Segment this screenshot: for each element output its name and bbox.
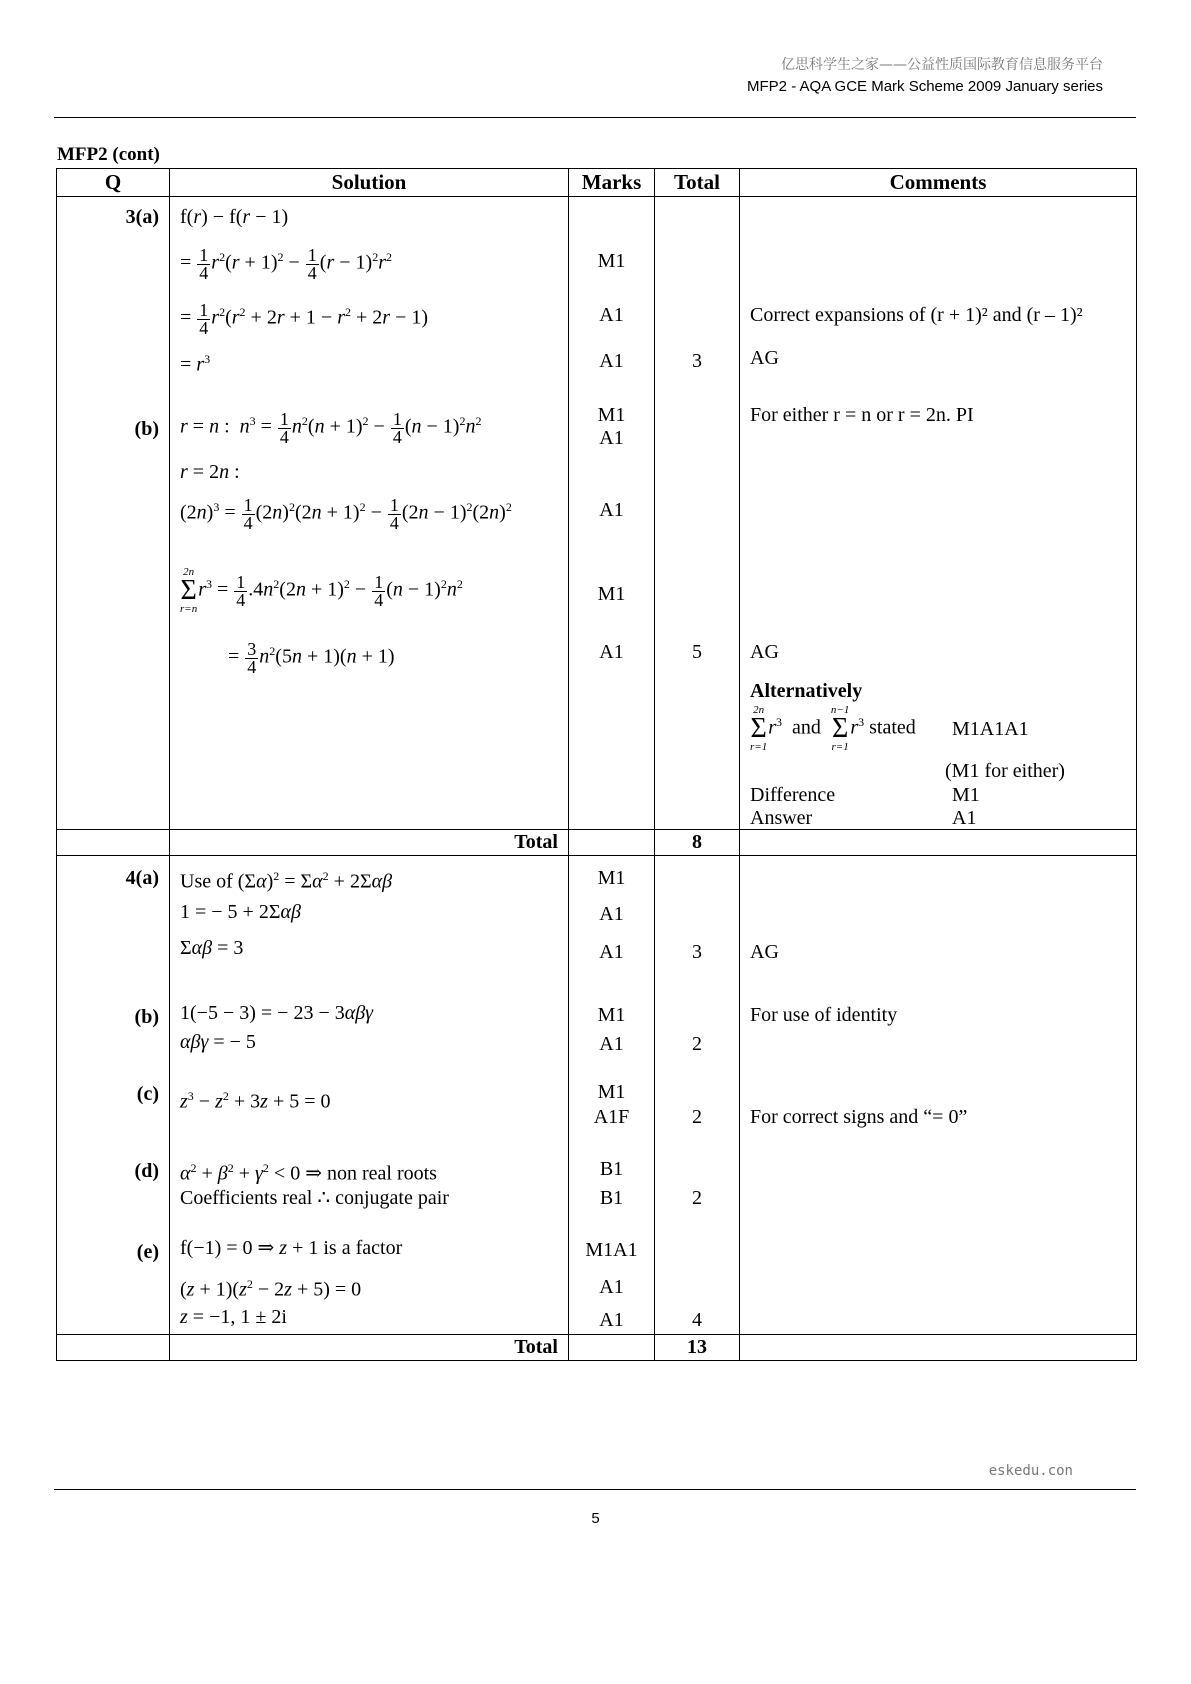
q4-factor: is a factor [323,1237,403,1259]
q4c-total: 2 [692,1106,702,1128]
q4-mark-7: A1F [593,1106,630,1128]
q4b-step-1: 1(−5 − 3) = − 23 − 3αβγ [180,1002,374,1024]
q3-total-value: 8 [655,830,740,856]
col-header-total: Total [655,169,740,197]
q4-mark-10: M1A1 [585,1239,638,1261]
table-row-q4 [57,856,1137,1335]
q4-comment-ag: AG [750,941,779,963]
page-number: 5 [591,1510,600,1527]
q3-mark-8: A1 [599,641,624,663]
q4-comment-identity: For use of identity [750,1004,898,1026]
q4-mark-4: M1 [597,1004,626,1026]
table-row-q3 [57,197,1137,830]
q4-nonreal: non real roots [326,1162,437,1185]
q3a-step-4: = $r^3$ [180,352,211,376]
q4-mark-6: M1 [597,1081,626,1103]
q4-mark-12: A1 [599,1309,624,1331]
col-header-solution: Solution [170,169,569,197]
q3b-step-3: $(2n)^3$ = $\frac{1}{4}$ $(2n)^2(2n + 1)^2$ − $\frac{1}{4}$ $(2n - 1)^2(2n)^2$ [180,494,512,533]
q4-mark-8: B1 [599,1158,624,1180]
q3-comment-ag1: AG [750,347,779,369]
footer-logo: eskedu.con [988,1463,1073,1479]
q3-diff-mark: M1 [952,784,980,806]
q4a-label: 4(a) [125,867,159,889]
q4-total-row [57,1335,1137,1361]
table-header-row [57,169,1137,197]
q4a-total: 3 [692,941,702,963]
q4e-step-2: $(z + 1)(z^2 - 2z + 5) = 0$ [180,1277,362,1301]
q3-mark-3: A1 [599,350,624,372]
header-rule [54,117,1136,118]
q4c-label: (c) [136,1083,159,1105]
q4e-step-1: f(−1) = 0 ⇒ z + 1 is a factor [180,1237,403,1259]
section-title: MFP2 (cont) [57,144,160,165]
q4-total-label: Total [170,1335,569,1361]
q3-alt-title: Alternatively [750,680,863,702]
q3b-step-4: 2n Σ $r=nr^3$ = $\frac{1}{4}$ $.4n^2(2n + 1)^2$ − $\frac{1}{4}$ $(n - 1)^2n^2$ [180,566,463,615]
q3-mark-4: M1 [597,404,626,426]
q3a-label: 3(a) [125,206,159,228]
q3-total-label: Total [170,830,569,856]
q3-alt-either: (M1 for either) [945,760,1065,782]
q3-alt-and: and [792,716,821,739]
q3a-total: 3 [692,350,702,372]
q3b-label: (b) [134,418,159,440]
q3-answer-label: Answer [750,807,813,829]
q3a-step-2: = $\frac{1}{4}$ $r^2(r + 1)^2$ − $\frac{1}{4}$ $(r - 1)^2r^2$ [180,244,392,283]
q3b-step-5: = $\frac{3}{4}$ $n^2(5n + 1)(n + 1)$ [228,638,395,677]
q3-alt-marks: M1A1A1 [952,718,1029,740]
q4a-step-1: Use of $(\Sigma\alpha)^2 = \Sigma\alpha^2 + 2\Sigma\alpha\beta$ [180,869,393,893]
q4-comment-signs: For correct signs and “= 0” [750,1106,968,1128]
q4-mark-2: A1 [599,903,624,925]
q3-diff-label: Difference [750,784,836,806]
q3-alt-sums: 2n Σ $r=1r^3$ and n−1 Σ $r=1r^3$ stated [750,704,916,753]
q4-total-value: 13 [655,1335,740,1361]
q3-mark-2: A1 [599,304,624,326]
q4e-total: 4 [692,1309,702,1331]
q3a-step-3: = $\frac{1}{4}$ $r^2(r^2 + 2r + 1 - r^2 + 2r - 1)$ [180,299,429,338]
q3-answer-mark: A1 [952,807,977,829]
q4-mark-5: A1 [599,1033,624,1055]
q4d-total: 2 [692,1187,702,1209]
q4-mark-11: A1 [599,1276,624,1298]
q4b-label: (b) [134,1006,159,1028]
q3b-step-1: r = n : $n^3$ = $\frac{1}{4}$ $n^2(n + 1)^2$ − $\frac{1}{4}$ $(n - 1)^2n^2$ [180,408,482,447]
q3-mark-6: A1 [599,499,624,521]
q4-mark-9: B1 [599,1187,624,1209]
q4e-step-3: z = −1, 1 ± 2i [180,1306,287,1328]
q3a-step-1: f(r) − f(r − 1) [180,206,289,228]
mark-scheme-table [56,168,1137,1361]
q3-total-row [57,830,1137,856]
q3-alt-stated: stated [869,716,916,739]
q3-comment-either: For either r = n or r = 2n. PI [750,404,974,426]
q4c-step-1: $z^3 - z^2 + 3z + 5 = 0$ [180,1089,331,1113]
q4d-label: (d) [134,1160,159,1182]
q4-mark-1: M1 [597,867,626,889]
q3b-total: 5 [692,641,702,663]
q4a-step-2: 1 = − 5 + 2Σαβ [180,901,301,923]
q4b-total: 2 [692,1033,702,1055]
q3-comment-ag2: AG [750,641,779,663]
q3-mark-5: A1 [599,427,624,449]
q4e-label: (e) [136,1241,159,1263]
q4d-step-2: Coefficients real ∴ conjugate pair [180,1187,449,1209]
header-site: 亿思科学生之家——公益性质国际教育信息服务平台 [781,57,1103,73]
q3-mark-1: M1 [597,250,626,272]
header-title: MFP2 - AQA GCE Mark Scheme 2009 January series [747,78,1103,95]
col-header-q: Q [57,169,170,197]
q3-mark-7: M1 [597,583,626,605]
q4d-step-1: $\alpha^2 + \beta^2 + \gamma^2 < 0$ ⇒ non real roots [180,1161,437,1185]
q3b-step-2: r = 2n : [180,461,240,483]
q4a-step-3: Σαβ = 3 [180,937,244,959]
q4-mark-3: A1 [599,941,624,963]
col-header-comments: Comments [740,169,1137,197]
footer-rule [54,1489,1136,1490]
col-header-marks: Marks [569,169,655,197]
q3-comment-expansions: Correct expansions of (r + 1)² and (r – 1)² [750,304,1083,326]
q4-use-of: Use of [180,870,233,893]
q4b-step-2: αβγ = − 5 [180,1031,256,1053]
